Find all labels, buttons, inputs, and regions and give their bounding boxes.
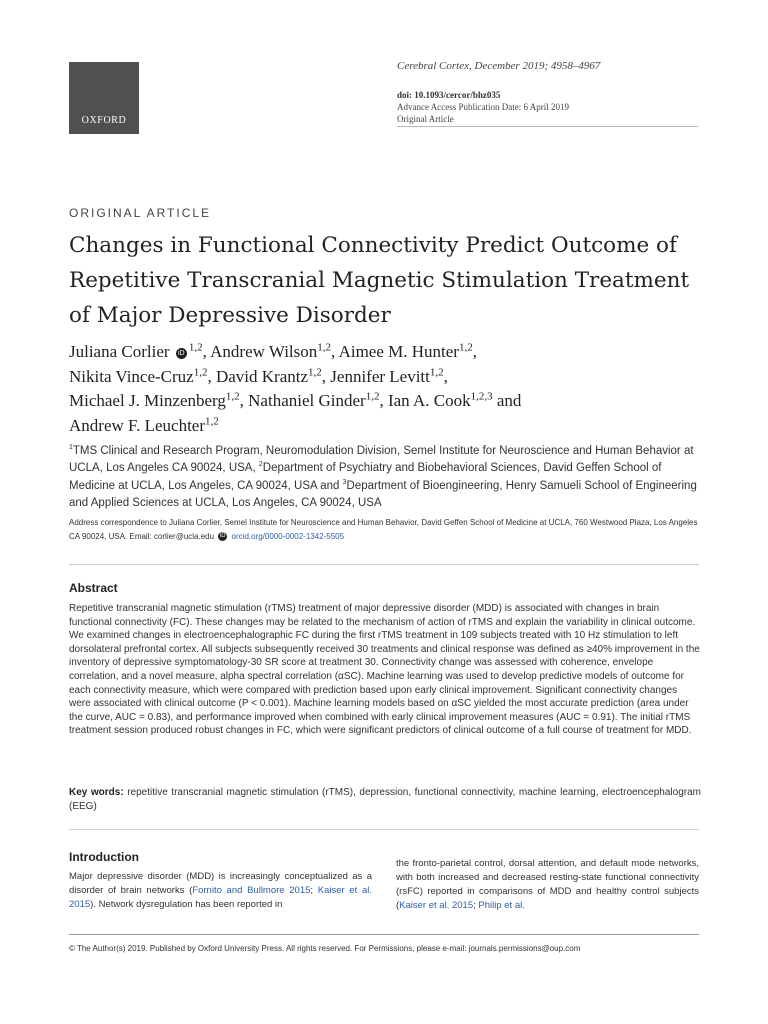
abstract-heading: Abstract <box>69 581 118 595</box>
author-separator: , <box>331 342 339 361</box>
logo-text: OXFORD <box>81 115 127 126</box>
author-name[interactable]: Ian A. Cook <box>387 391 471 410</box>
introduction-heading: Introduction <box>69 850 139 864</box>
author-separator: , <box>443 366 448 386</box>
author-name[interactable]: Michael J. Minzenberg <box>69 391 226 410</box>
author-name[interactable]: Nathaniel Ginder <box>248 391 366 410</box>
article-kicker: ORIGINAL ARTICLE <box>69 206 212 220</box>
orcid-icon[interactable]: iD <box>176 348 187 359</box>
citation-link[interactable]: Kaiser et al. 2015 <box>69 885 372 910</box>
author-separator: and <box>492 391 522 410</box>
header-divider <box>397 126 698 127</box>
intro-divider <box>69 829 699 830</box>
author-separator: , <box>472 342 477 361</box>
correspondence-address <box>69 516 709 544</box>
author-name[interactable]: David Krantz <box>215 366 309 386</box>
author-name[interactable]: Aimee M. Hunter <box>338 342 459 361</box>
orcid-link[interactable]: orcid.org/0000-0002-1342-5505 <box>231 532 345 541</box>
journal-citation: Cerebral Cortex, December 2019; 4958–4967 <box>397 60 601 72</box>
author-affiliation-marker: 1,2 <box>429 365 444 378</box>
author-name[interactable]: Andrew F. Leuchter <box>69 415 206 435</box>
intro-column-left <box>69 870 372 912</box>
affiliations <box>69 443 709 512</box>
author-affiliation-marker: 1,2 <box>317 341 332 354</box>
correspondence-text: Address correspondence to Juliana Corlier, Semel Institute for Neuroscience and Human Behavior, David Geffen School of Medicine at UCLA, 760 Westwood Plaza, Los Angeles CA 90024, USA. Email: corlier@ucla.edu <box>69 518 698 541</box>
author-affiliation-marker: 1,2 <box>188 341 203 354</box>
intro-column-right <box>396 857 699 913</box>
article-title: Changes in Functional Connectivity Predict Outcome of Repetitive Transcranial Magnetic Stimulation Treatment of Major Depressive Disorder <box>69 233 690 328</box>
author-list <box>69 340 709 438</box>
keywords-text: repetitive transcranial magnetic stimulation (rTMS), depression, functional connectivity, machine learning, electroencephalogram (EEG) <box>69 787 701 812</box>
author-separator: , <box>207 366 216 386</box>
affiliation-3: Department of Bioengineering, Henry Samueli School of Engineering and Applied Sciences at UCLA, Los Angeles, CA 90024, USA <box>69 479 697 509</box>
citation-link[interactable]: Philip et al. <box>478 900 525 911</box>
citation-link[interactable]: Kaiser et al. 2015 <box>399 900 474 911</box>
author-affiliation-marker: 1,2,3 <box>470 390 493 403</box>
intro-text: ; <box>310 885 318 896</box>
orcid-icon[interactable]: iD <box>219 533 226 539</box>
abstract-divider <box>69 564 699 565</box>
keywords-label: Key words: <box>69 787 124 798</box>
author-name[interactable]: Nikita Vince-Cruz <box>69 366 194 386</box>
citation-link[interactable]: Fornito and Bullmore 2015 <box>192 885 311 896</box>
affiliation-1: TMS Clinical and Research Program, Neuromodulation Division, Semel Institute for Neuroscience and Human Behavior at UCLA, Los Angeles CA 90024, USA, <box>69 445 694 475</box>
author-separator: , <box>379 391 388 410</box>
author-affiliation-marker: 1,2 <box>365 390 380 403</box>
affiliation-2: Department of Psychiatry and Biobehavioral Sciences, David Geffen School of Medicine at UCLA, Los Angeles, CA 90024, USA and <box>69 462 662 492</box>
author-name[interactable]: Jennifer Levitt <box>330 366 430 386</box>
author-affiliation-marker: 1,2 <box>205 414 219 427</box>
affiliation-number: 2 <box>258 461 263 469</box>
intro-text: Major depressive disorder (MDD) is increasingly conceptualized as a disorder of brain networks ( <box>69 871 372 896</box>
publisher-logo <box>69 62 139 134</box>
author-separator: , <box>239 391 249 410</box>
article-type: Original Article <box>397 114 454 124</box>
intro-text: the fronto-parietal control, dorsal attention, and default mode networks, with both increased and decreased resting-state functional connectivity (rsFC) reported in comparisons of MDD and healthy control subjects ( <box>396 858 699 911</box>
affiliation-number: 1 <box>69 444 73 452</box>
intro-text: ). Network dysregulation has been reported in <box>90 899 283 910</box>
footer-divider <box>69 934 699 935</box>
affiliation-number: 3 <box>342 478 347 486</box>
doi[interactable]: doi: 10.1093/cercor/bhz035 <box>397 90 501 100</box>
advance-access-date: Advance Access Publication Date: 6 April 2019 <box>397 102 569 112</box>
intro-text: ; <box>473 900 479 911</box>
author-affiliation-marker: 1,2 <box>225 390 240 403</box>
author-separator: , <box>321 366 331 386</box>
copyright-footer: © The Author(s) 2019. Published by Oxford University Press. All rights reserved. For Permissions, please e-mail: journals.permissions@oup.com <box>69 944 581 953</box>
keywords <box>69 786 701 814</box>
author-affiliation-marker: 1,2 <box>193 365 208 378</box>
author-affiliation-marker: 1,2 <box>458 341 473 354</box>
author-separator: , <box>202 342 211 361</box>
author-name[interactable]: Juliana Corlier <box>69 342 170 361</box>
author-affiliation-marker: 1,2 <box>308 365 322 378</box>
abstract-text: Repetitive transcranial magnetic stimulation (rTMS) treatment of major depressive disorder (MDD) is associated with changes in brain functional connectivity (FC). These changes may be related to the mechanism of action of rTMS and explain the variability in clinical outcome. We examined changes in electroencephalographic FC during the first rTMS treatment in 109 subjects treated with 10 Hz stimulation to left dorsolateral prefrontal cortex. All subjects subsequently received 30 treatments and clinical response was defined as ≥40% improvement in the inventory of depressive symptomatology-30 SR score at treatment 30. Connectivity change was assessed with coherence, envelope correlation, and a novel measure, alpha spectral correlation (αSC). Machine learning was used to develop predictive models of outcome for each connectivity measure, which were compared with prediction based upon early clinical improvement. Significant connectivity changes were associated with clinical outcome (P < 0.001). Machine learning models based on αSC yielded the most accurate prediction (area under the curve, AUC = 0.83), and performance improved when combined with early clinical improvement measures (AUC = 0.91). The initial rTMS treatment session produced robust changes in FC, which were significant predictors of clinical outcome of a full course of treatment for MDD. <box>69 603 700 737</box>
author-name[interactable]: Andrew Wilson <box>210 342 318 361</box>
